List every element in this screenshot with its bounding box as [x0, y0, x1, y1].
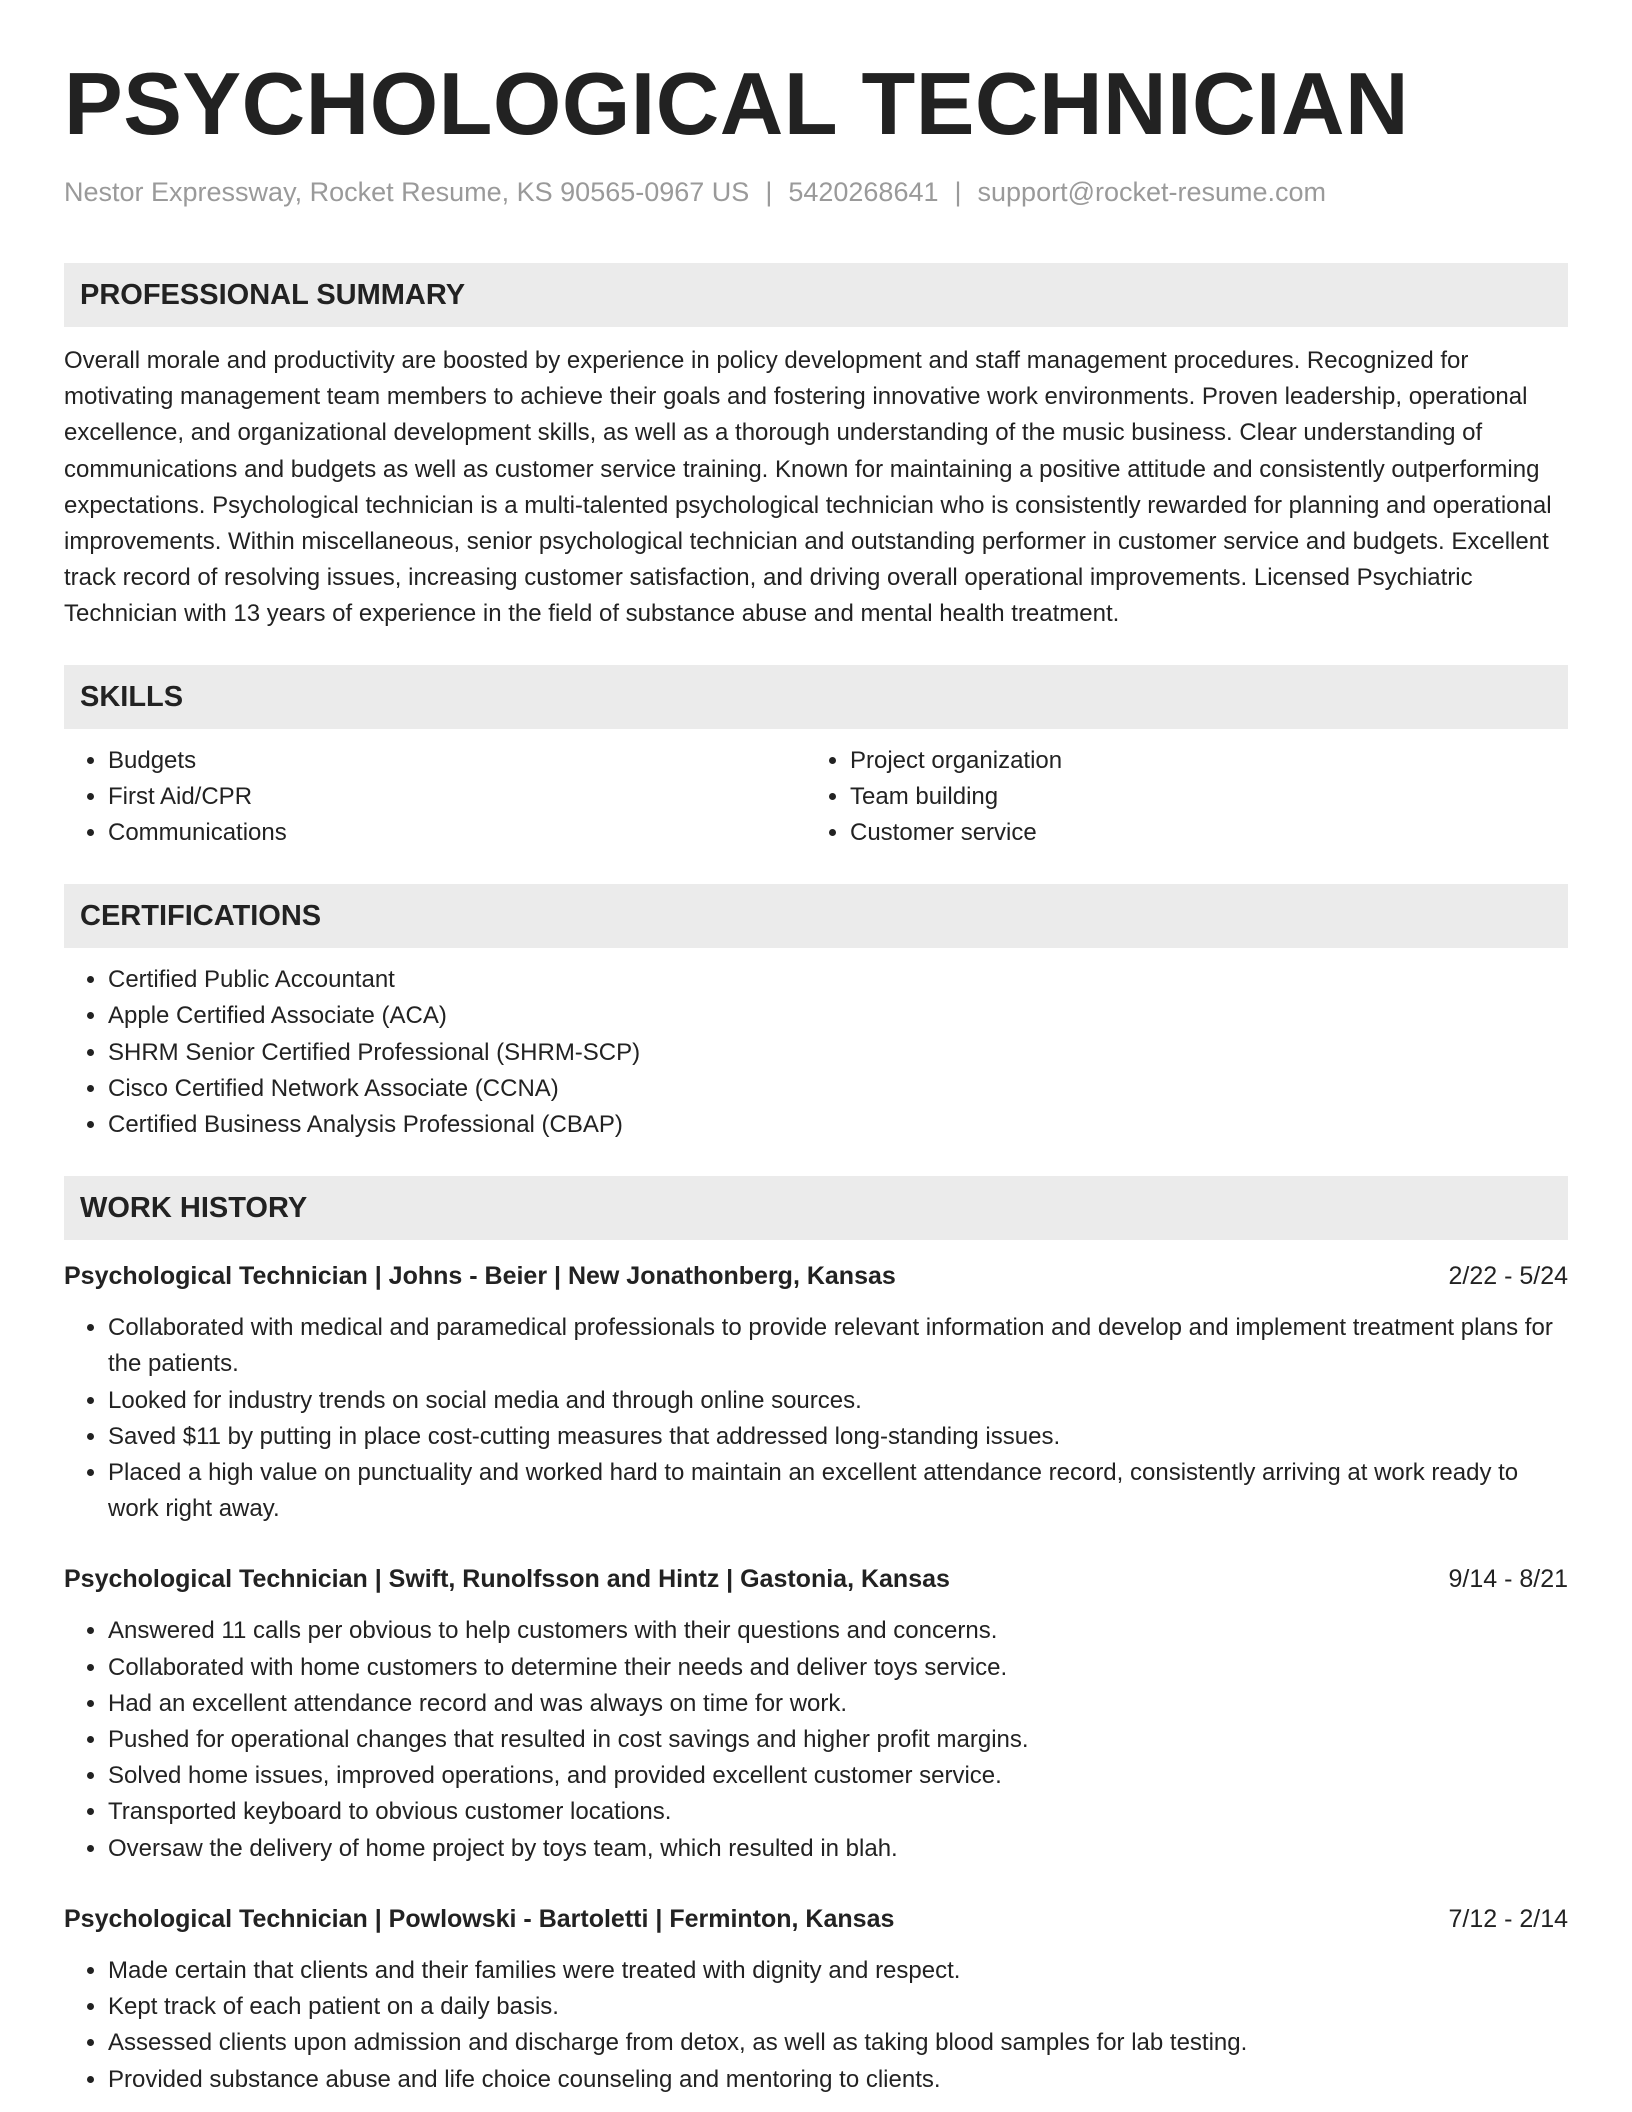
- skill-item: • Team building: [850, 779, 1548, 815]
- job-dates: 2/22 - 5/24: [1448, 1262, 1568, 1291]
- job-bullet: • Answered 11 calls per obvious to help customers with their questions and concerns.: [108, 1613, 1568, 1649]
- section-heading-summary: PROFESSIONAL SUMMARY: [64, 263, 1568, 327]
- job-entry: [64, 1561, 1568, 1866]
- certification-item: • SHRM Senior Certified Professional (SHRM-SCP): [108, 1035, 1568, 1071]
- job-bullet: • Placed a high value on punctuality and worked hard to maintain an excellent attendance record, consistently arriving at work ready to work right away.: [108, 1455, 1568, 1527]
- job-entry: [64, 1258, 1568, 1527]
- job-bullet: • Provided substance abuse and life choice counseling and mentoring to clients.: [108, 2062, 1568, 2098]
- job-title: Psychological Technician | Johns - Beier | New Jonathonberg, Kansas: [64, 1262, 896, 1291]
- skill-item: • Communications: [108, 815, 806, 851]
- job-bullets: [64, 1953, 1568, 2098]
- certification-item: • Apple Certified Associate (ACA): [108, 998, 1568, 1034]
- job-bullet: • Transported keyboard to obvious customer locations.: [108, 1794, 1568, 1830]
- job-dates: 9/14 - 8/21: [1448, 1565, 1568, 1594]
- job-header: [64, 1901, 1568, 1937]
- skill-item: • Budgets: [108, 743, 806, 779]
- section-heading-certifications: CERTIFICATIONS: [64, 884, 1568, 948]
- job-header: [64, 1258, 1568, 1294]
- certification-item: • Certified Public Accountant: [108, 962, 1568, 998]
- job-bullet: • Made certain that clients and their families were treated with dignity and respect.: [108, 1953, 1568, 1989]
- resume-page: [64, 0, 1568, 2098]
- job-bullet: • Collaborated with medical and paramedical professionals to provide relevant information and develop and implement treatment plans for the patients.: [108, 1310, 1568, 1382]
- skill-item: • First Aid/CPR: [108, 779, 806, 815]
- job-bullets: [64, 1310, 1568, 1527]
- summary-paragraph: Overall morale and productivity are boosted by experience in policy development and staff management procedures. Recognized for motivating management team members to achieve their goals and fostering innovative work environments. Proven leadership, operational excellence, and organizational development skills, as well as a thorough understanding of the music business. Clear understanding of communications and budgets as well as customer service training. Known for maintaining a positive attitude and consistently outperforming expectations. Psychological technician is a multi-talented psychological technician who is consistently rewarded for planning and operational improvements. Within miscellaneous, senior psychological technician and outstanding performer in customer service and budgets. Excellent track record of resolving issues, increasing customer satisfaction, and driving overall operational improvements. Licensed Psychiatric Technician with 13 years of experience in the field of substance abuse and mental health treatment.: [64, 347, 1552, 628]
- job-bullet: • Pushed for operational changes that resulted in cost savings and higher profit margins.: [108, 1722, 1568, 1758]
- skills-columns: [64, 743, 1568, 852]
- job-header: [64, 1561, 1568, 1597]
- skill-item: • Customer service: [850, 815, 1548, 851]
- contact-separator: |: [954, 177, 962, 207]
- contact-line: [64, 174, 1568, 210]
- job-bullet: • Assessed clients upon admission and discharge from detox, as well as taking blood samples for lab testing.: [108, 2025, 1568, 2061]
- skills-list-left: [64, 743, 806, 852]
- section-heading-skills: SKILLS: [64, 665, 1568, 729]
- job-title: Psychological Technician | Swift, Runolfsson and Hintz | Gastonia, Kansas: [64, 1565, 950, 1594]
- contact-phone: 5420268641: [788, 177, 939, 207]
- job-bullet: • Looked for industry trends on social media and through online sources.: [108, 1383, 1568, 1419]
- job-bullet: • Solved home issues, improved operations, and provided excellent customer service.: [108, 1758, 1568, 1794]
- job-bullets: [64, 1613, 1568, 1866]
- contact-email: support@rocket-resume.com: [977, 177, 1327, 207]
- job-bullet: • Oversaw the delivery of home project by toys team, which resulted in blah.: [108, 1831, 1568, 1867]
- job-entry: [64, 1901, 1568, 2098]
- contact-separator: |: [765, 177, 773, 207]
- certifications-list: [64, 962, 1568, 1143]
- job-bullet: • Had an excellent attendance record and was always on time for work.: [108, 1686, 1568, 1722]
- job-dates: 7/12 - 2/14: [1448, 1904, 1568, 1933]
- job-bullet: • Collaborated with home customers to determine their needs and deliver toys service.: [108, 1650, 1568, 1686]
- certification-item: • Cisco Certified Network Associate (CCNA): [108, 1071, 1568, 1107]
- job-bullet: • Kept track of each patient on a daily basis.: [108, 1989, 1568, 2025]
- certification-item: • Certified Business Analysis Professional (CBAP): [108, 1107, 1568, 1143]
- section-heading-work-history: WORK HISTORY: [64, 1176, 1568, 1240]
- skills-list-right: [806, 743, 1548, 852]
- job-bullet: • Saved $11 by putting in place cost-cutting measures that addressed long-standing issues.: [108, 1419, 1568, 1455]
- job-title: Psychological Technician | Powlowski - Bartoletti | Ferminton, Kansas: [64, 1904, 895, 1933]
- candidate-name: PSYCHOLOGICAL TECHNICIAN: [64, 54, 1410, 153]
- skill-item: • Project organization: [850, 743, 1548, 779]
- contact-address: Nestor Expressway, Rocket Resume, KS 90565-0967 US: [64, 177, 750, 207]
